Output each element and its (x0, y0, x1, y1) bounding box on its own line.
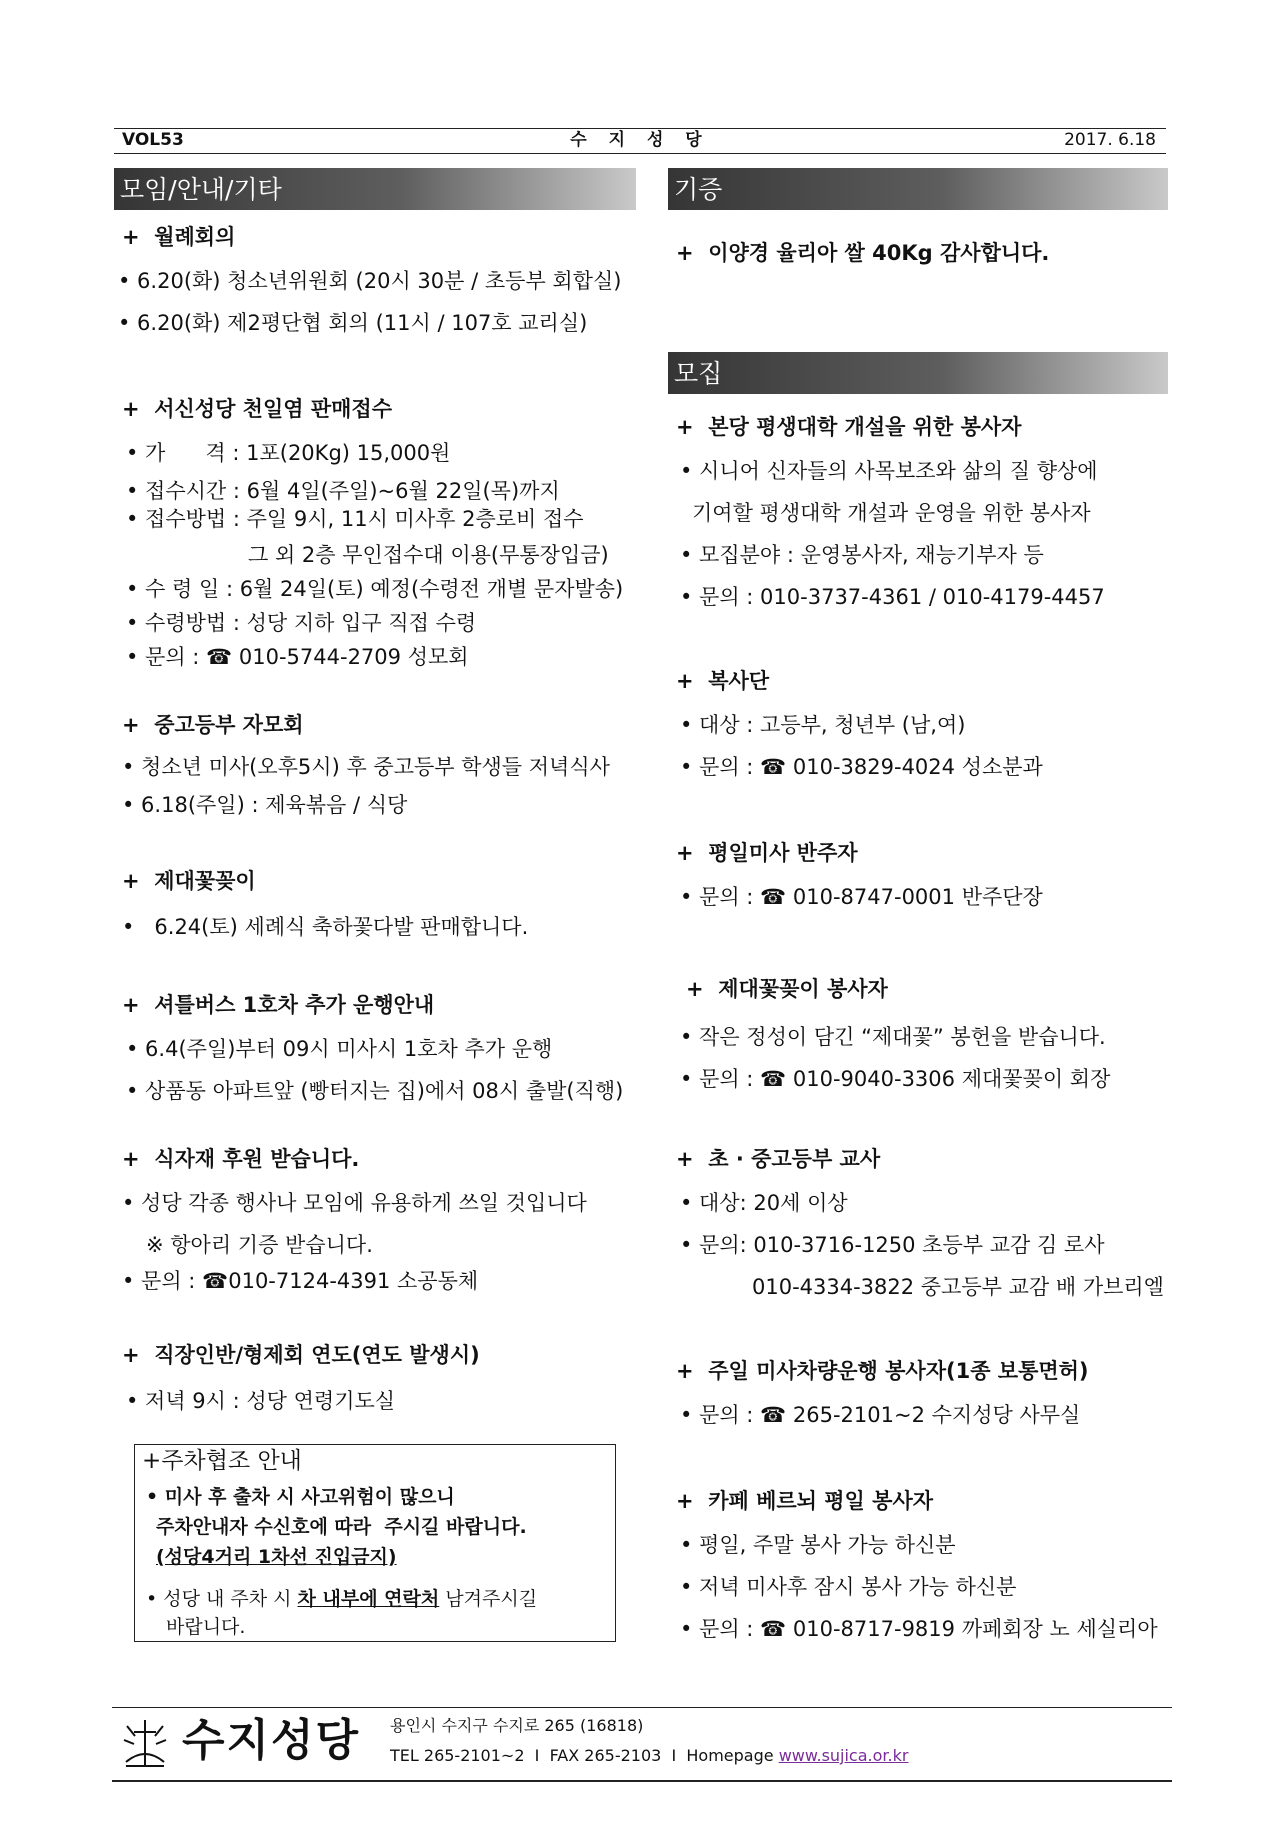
list-item: • 문의 : ☎010-7124-4391 소공동체 (122, 1269, 479, 1293)
parents-title: + 중고등부 자모회 (122, 713, 304, 737)
list-item: • 시니어 신자들의 사목보조와 삶의 질 향상에 (680, 459, 1098, 483)
monthly-meeting-title: + 월례회의 (122, 225, 236, 249)
footer-contact (390, 1746, 908, 1766)
workers-title: + 직장인반/형제회 연도(연도 발생시) (122, 1343, 480, 1367)
list-item: • 6.4(주일)부터 09시 미사시 1호차 추가 운행 (126, 1037, 553, 1061)
list-item: • 접수방법 : 주일 9시, 11시 미사후 2층로비 접수 (126, 507, 584, 531)
food-donation-title: + 식자재 후원 받습니다. (122, 1147, 360, 1171)
list-item: 기여할 평생대학 개설과 운영을 위한 봉사자 (692, 501, 1091, 525)
list-item: • 문의 : ☎ 010-8717-9819 까페회장 노 세실리아 (680, 1617, 1158, 1641)
drivers-title: + 주일 미사차량운행 봉사자(1종 보통면허) (676, 1359, 1089, 1383)
organist-title: + 평일미사 반주자 (676, 841, 858, 865)
list-item: • 문의 : ☎ 010-5744-2709 성모회 (126, 645, 469, 669)
list-item: • 문의 : ☎ 010-9040-3306 제대꽃꽂이 회장 (680, 1067, 1111, 1091)
cafe-volunteer-title: + 카페 베르뇌 평일 봉사자 (676, 1489, 934, 1513)
teachers-title: + 초 · 중고등부 교사 (676, 1147, 881, 1171)
parish-logo-text: 수지성당 (182, 1715, 361, 1766)
issue-date: 2017. 6.18 (1064, 130, 1156, 150)
list-item: • 문의: 010-3716-1250 초등부 교감 김 로사 (680, 1233, 1105, 1257)
list-item: • 수 령 일 : 6월 24일(토) 예정(수령전 개별 문자발송) (126, 577, 624, 601)
list-item: (성당4거리 1차선 진입금지) (156, 1546, 397, 1568)
list-item: • 가 격 : 1포(20Kg) 15,000원 (126, 441, 451, 465)
shuttle-title: + 셔틀버스 1호차 추가 운행안내 (122, 993, 435, 1017)
list-item: • 문의 : ☎ 010-8747-0001 반주단장 (680, 885, 1043, 909)
list-item: • 상품동 아파트앞 (빵터지는 집)에서 08시 출발(직행) (126, 1079, 624, 1103)
altar-servers-title: + 복사단 (676, 669, 770, 693)
list-item: 주차안내자 수신호에 따라 주시길 바랍니다. (156, 1516, 527, 1538)
section-bar-recruit (668, 352, 1168, 394)
list-item: • 문의 : ☎ 265-2101~2 수지성당 사무실 (680, 1403, 1081, 1427)
list-item: • 6.20(화) 청소년위원회 (20시 30분 / 초등부 회합실) (118, 269, 622, 293)
list-item: • 대상: 20세 이상 (680, 1191, 848, 1215)
newsletter-header (114, 128, 1166, 154)
list-item: ※ 항아리 기증 받습니다. (146, 1233, 373, 1257)
list-item: • 접수시간 : 6월 4일(주일)~6월 22일(목)까지 (126, 479, 560, 503)
senior-volunteer-title: + 본당 평생대학 개설을 위한 봉사자 (676, 415, 1022, 439)
parish-logo-icon (122, 1716, 168, 1770)
list-item: • 성당 각종 행사나 모임에 유용하게 쓰일 것입니다 (122, 1191, 587, 1215)
text-span: 남겨주시길 (439, 1588, 538, 1610)
section-title-recruit: 모집 (674, 359, 723, 388)
list-item: 바랍니다. (166, 1616, 246, 1638)
section-title-donation: 기증 (674, 175, 723, 204)
list-item: • 평일, 주말 봉사 가능 하신분 (680, 1533, 956, 1557)
list-item: • 6.24(토) 세례식 축하꽃다발 판매합니다. (122, 915, 529, 939)
list-item: • 청소년 미사(오후5시) 후 중고등부 학생들 저녁식사 (122, 755, 610, 779)
list-item: 010-4334-3822 중고등부 교감 배 가브리엘 (752, 1275, 1164, 1299)
volume-number: VOL53 (122, 130, 184, 150)
list-item: • 수령방법 : 성당 지하 입구 직접 수령 (126, 611, 477, 635)
list-item: • 6.20(화) 제2평단협 회의 (11시 / 107호 교리실) (118, 311, 588, 335)
homepage-link[interactable]: www.sujica.or.kr (778, 1746, 909, 1765)
flower-volunteer-title: + 제대꽃꽂이 봉사자 (686, 977, 888, 1001)
list-item: • 문의 : ☎ 010-3829-4024 성소분과 (680, 755, 1043, 779)
section-bar-meetings (114, 168, 636, 210)
flowers-title: + 제대꽃꽂이 (122, 869, 256, 893)
section-title-meetings: 모임/안내/기타 (120, 175, 282, 204)
section-bar-donation (668, 168, 1168, 210)
parish-title: 수 지 성 당 (570, 130, 710, 150)
donation-text: + 이양경 율리아 쌀 40Kg 감사합니다. (676, 241, 1050, 265)
list-item: • 미사 후 출차 시 사고위험이 많으니 (146, 1486, 455, 1508)
list-item: 그 외 2층 무인접수대 이용(무통장입금) (248, 543, 609, 567)
contact-text: TEL 265-2101~2 I FAX 265-2103 I Homepage (390, 1746, 779, 1765)
salt-sale-title: + 서신성당 천일염 판매접수 (122, 397, 392, 421)
list-item (146, 1586, 537, 1612)
parking-title: +주차협조 안내 (142, 1448, 302, 1474)
list-item: • 6.18(주일) : 제육볶음 / 식당 (122, 793, 408, 817)
list-item: • 작은 정성이 담긴 “제대꽃” 봉헌을 받습니다. (680, 1025, 1106, 1049)
footer-address: 용인시 수지구 수지로 265 (16818) (390, 1716, 644, 1735)
text-span: • 성당 내 주차 시 (146, 1588, 298, 1610)
list-item: • 저녁 미사후 잠시 봉사 가능 하신분 (680, 1575, 1017, 1599)
list-item: • 저녁 9시 : 성당 연령기도실 (126, 1389, 396, 1413)
emphasis-span: 차 내부에 연락처 (297, 1588, 440, 1610)
list-item: • 모집분야 : 운영봉사자, 재능기부자 등 (680, 543, 1044, 567)
list-item: • 문의 : 010-3737-4361 / 010-4179-4457 (680, 585, 1105, 609)
list-item: • 대상 : 고등부, 청년부 (남,여) (680, 713, 966, 737)
